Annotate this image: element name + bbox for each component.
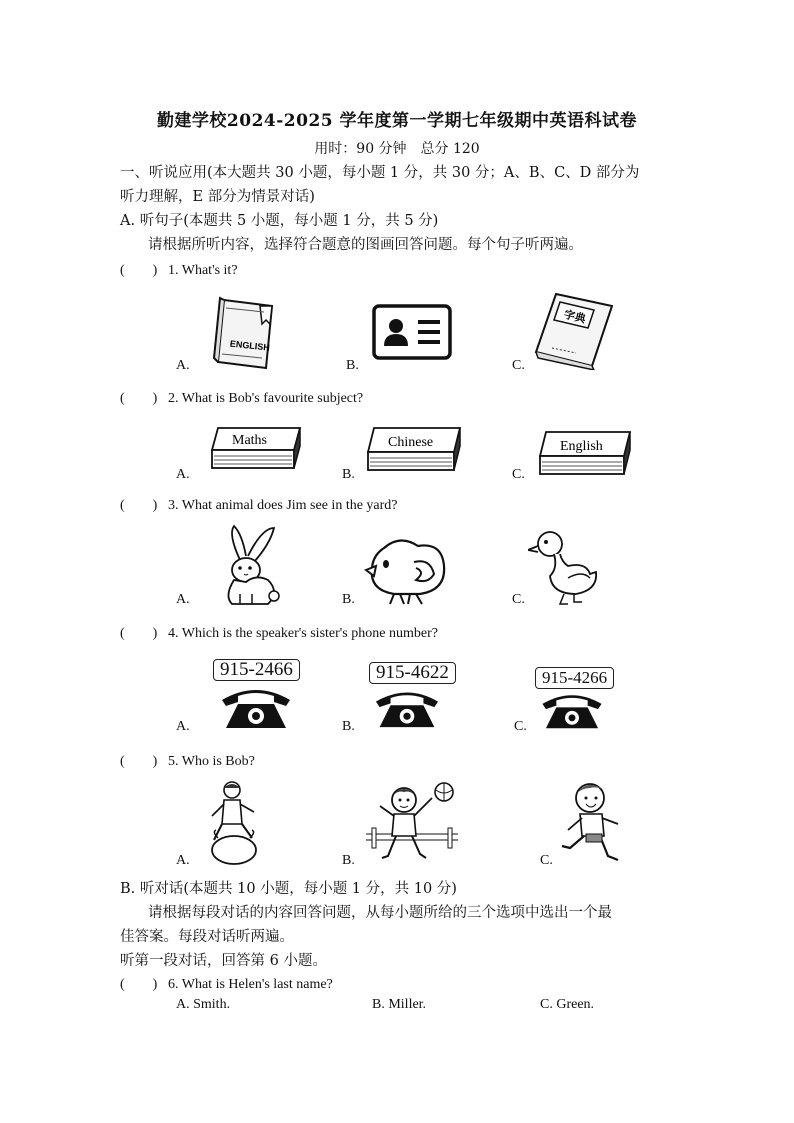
english-textbook-icon	[538, 428, 632, 478]
answer-blank[interactable]: ( )	[120, 263, 158, 278]
option-a-label: A.	[176, 592, 190, 607]
dialog-1-instruction: 听第一段对话，回答第 6 小题。	[120, 953, 327, 969]
question-2	[120, 387, 363, 407]
option-b-label: B.	[346, 358, 359, 373]
answer-blank[interactable]: ( )	[120, 977, 158, 992]
english-book-icon	[210, 296, 282, 372]
option-c-label: C.	[512, 592, 525, 607]
boy-on-hopper-ball-icon	[204, 780, 264, 866]
book-title: 字典	[562, 307, 588, 326]
book-title: English	[560, 439, 603, 454]
question-text: 1. What's it?	[168, 263, 238, 278]
question-6	[120, 973, 333, 993]
option-c-label: C.	[540, 853, 553, 868]
answer-blank[interactable]: ( )	[120, 754, 158, 769]
answer-blank[interactable]: ( )	[120, 498, 158, 513]
page-title: 勤建学校2024-2025 学年度第一学期七年级期中英语科试卷	[156, 111, 638, 131]
option-b-label: B.	[342, 467, 355, 482]
option-b-label: B.	[342, 592, 355, 607]
question-4	[120, 622, 438, 642]
id-card-icon	[372, 304, 452, 360]
question-5	[120, 750, 255, 770]
book-title: Maths	[232, 433, 267, 448]
option-b-label: B.	[342, 853, 355, 868]
section-heading-line1: 一、听说应用(本大题共 30 小题，每小题 1 分，共 30 分；A、B、C、D 部分为	[120, 165, 640, 181]
answer-blank[interactable]: ( )	[120, 391, 158, 406]
question-text: 4. Which is the speaker's sister's phone number?	[168, 626, 438, 641]
option-b[interactable]: B. Miller.	[372, 997, 427, 1012]
option-a[interactable]: A. Smith.	[176, 997, 231, 1012]
question-text: 6. What is Helen's last name?	[168, 977, 333, 992]
maths-book-icon	[210, 424, 302, 472]
phone-number-c: 915-4266	[535, 667, 614, 689]
part-b-instruction-line1: 请根据每段对话的内容回答问题，从每小题所给的三个选项中选出一个最	[148, 905, 612, 921]
option-c-label: C.	[512, 358, 525, 373]
option-a-label: A.	[176, 467, 190, 482]
question-text: 2. What is Bob's favourite subject?	[168, 391, 364, 406]
telephone-icon	[540, 690, 604, 730]
telephone-icon	[374, 687, 440, 729]
running-boy-icon	[560, 778, 624, 866]
rabbit-icon	[218, 524, 282, 608]
question-text: 5. Who is Bob?	[168, 754, 255, 769]
phone-number-b: 915-4622	[369, 662, 456, 684]
answer-blank[interactable]: ( )	[120, 626, 158, 641]
book-title: Chinese	[388, 435, 434, 450]
telephone-icon	[220, 684, 292, 730]
option-a-label: A.	[176, 358, 190, 373]
dictionary-book-icon	[532, 290, 616, 370]
question-1	[120, 259, 238, 279]
question-3	[120, 494, 398, 514]
book-title: ENGLISH	[229, 338, 271, 353]
section-heading-line2: 听力理解，E 部分为情景对话)	[120, 189, 315, 205]
part-b-heading: B. 听对话(本题共 10 小题，每小题 1 分，共 10 分)	[120, 881, 457, 897]
option-c-label: C.	[512, 467, 525, 482]
option-a-label: A.	[176, 719, 190, 734]
part-a-heading: A. 听句子(本题共 5 小题，每小题 1 分，共 5 分)	[120, 213, 439, 229]
exam-info: 用时：90 分钟 总分 120	[314, 141, 480, 157]
duck-icon	[528, 528, 600, 608]
option-c-label: C.	[514, 719, 527, 734]
chinese-book-icon	[366, 424, 462, 474]
question-text: 3. What animal does Jim see in the yard?	[168, 498, 398, 513]
option-b-label: B.	[342, 719, 355, 734]
option-a-label: A.	[176, 853, 190, 868]
chick-icon	[364, 536, 448, 606]
part-a-instruction: 请根据所听内容，选择符合题意的图画回答问题。每个句子听两遍。	[148, 237, 583, 253]
phone-number-a: 915-2466	[213, 659, 300, 681]
boy-with-ball-icon	[366, 778, 458, 866]
option-c[interactable]: C. Green.	[540, 997, 595, 1012]
part-b-instruction-line2: 佳答案。每段对话听两遍。	[120, 929, 294, 945]
